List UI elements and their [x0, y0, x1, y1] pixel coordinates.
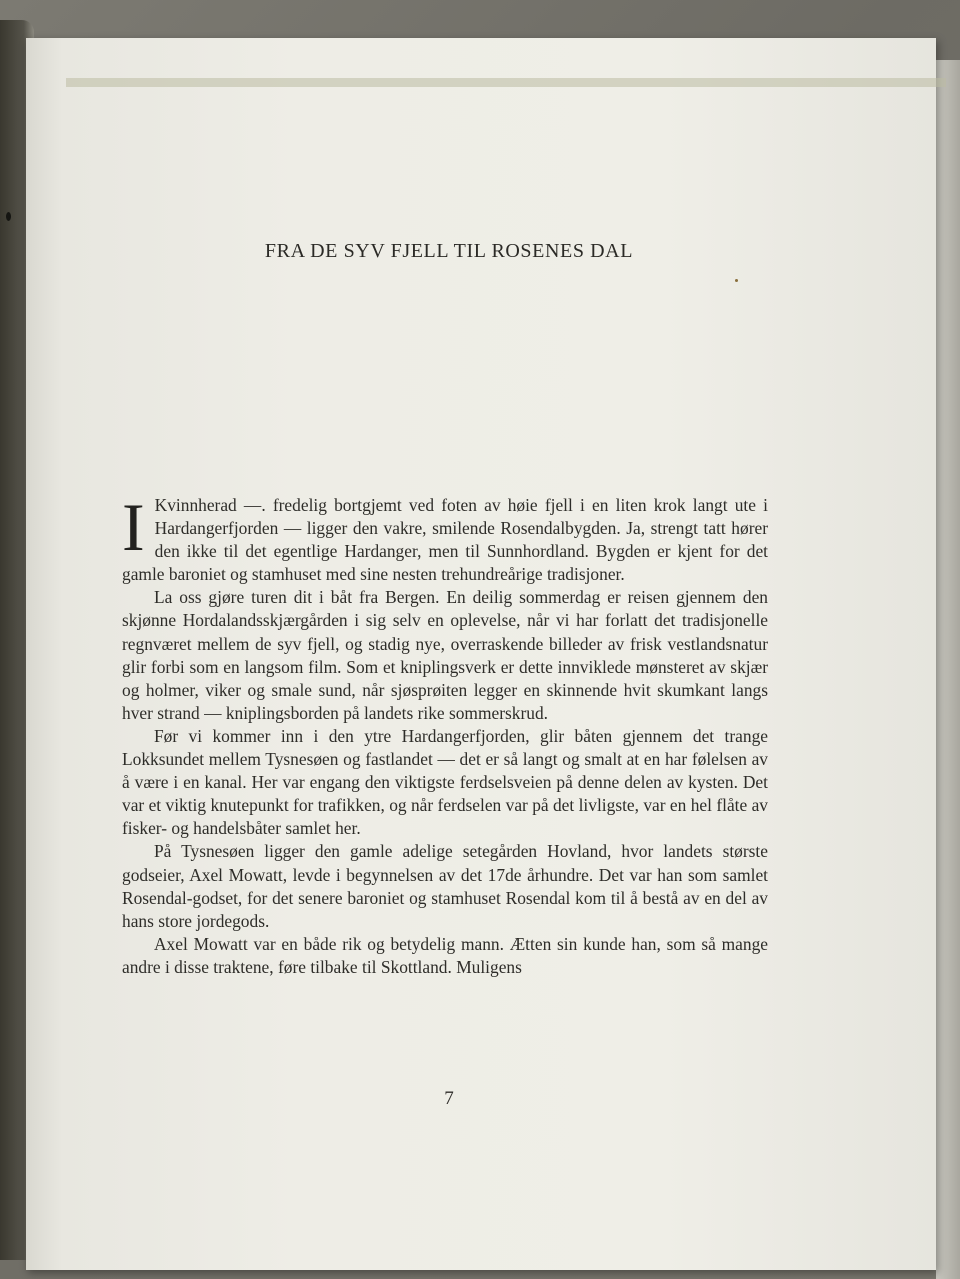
binding-mark [6, 212, 11, 221]
paragraph-3: Før vi kommer inn i den ytre Hardangerfjorden, glir båten gjennem det trange Lokksundet mellem Tysnesøen og fastlandet — det er så langt og smalt at en har følelsen av å være i en kanal. Her var engang den viktigste ferdselsveien på denne delen av kysten. Det var et viktig knutepunkt for trafikken, og når ferdselen var på det livligste, var en hel flåte av fisker- og handelsbåter samlet her. [122, 725, 768, 839]
book-page [26, 38, 936, 1270]
paragraph-5: Axel Mowatt var en både rik og betydelig mann. Ætten sin kunde han, som så mange andre i disse traktene, føre tilbake til Skottland. Muligens [122, 933, 768, 977]
paragraph-4: På Tysnesøen ligger den gamle adelige setegården Hovland, hvor landets største godseier, Axel Mowatt, levde i begynnelsen av det 17de århundre. Det var han som samlet Rosendal-godset, for det senere baroniet og stamhuset Rosendal kom til å bestå av en del av hans store jordegods. [122, 841, 768, 931]
paragraph-1 [122, 489, 768, 586]
chapter-title: FRA DE SYV FJELL TIL ROSENES DAL [264, 240, 634, 262]
page-stack-edge [936, 60, 960, 1279]
paragraph-2: La oss gjøre turen dit i båt fra Bergen. En deilig sommerdag er reisen gjennem den skjønne Hordalandsskjærgården i sig selv en oplevelse, når vi har forlatt det tradisjonelle regnværet mellem de syv fjell, og stadig nye, overraskende billeder av frisk vestlandsnatur glir forbi som en langsom film. Som et kniplingsverk er dette innviklede mønsteret av skjær og holmer, viker og smale sund, når sjøsprøiten legger en skinnende hvit skumkant langs hver strand — kniplingsborden på landets rike sommerskrud. [122, 587, 768, 723]
paper-speck [735, 279, 738, 282]
paragraph-1-text: Kvinnherad —. fredelig bortgjemt ved foten av høie fjell i en liten krok langt ute i Hardangerfjorden — ligger den vakre, smilende Rosendalbygden. Ja, strengt tatt hører den ikke til det egentlige Hardanger, men til Sunnhordland. Bygden er kjent for det gamle baroniet og stamhuset med sine nesten trehundreårige tradisjoner. [122, 495, 768, 585]
page-number: 7 [444, 1088, 454, 1109]
body-text [122, 489, 768, 979]
drop-cap: I [122, 489, 145, 565]
page-top-strip [66, 78, 946, 87]
